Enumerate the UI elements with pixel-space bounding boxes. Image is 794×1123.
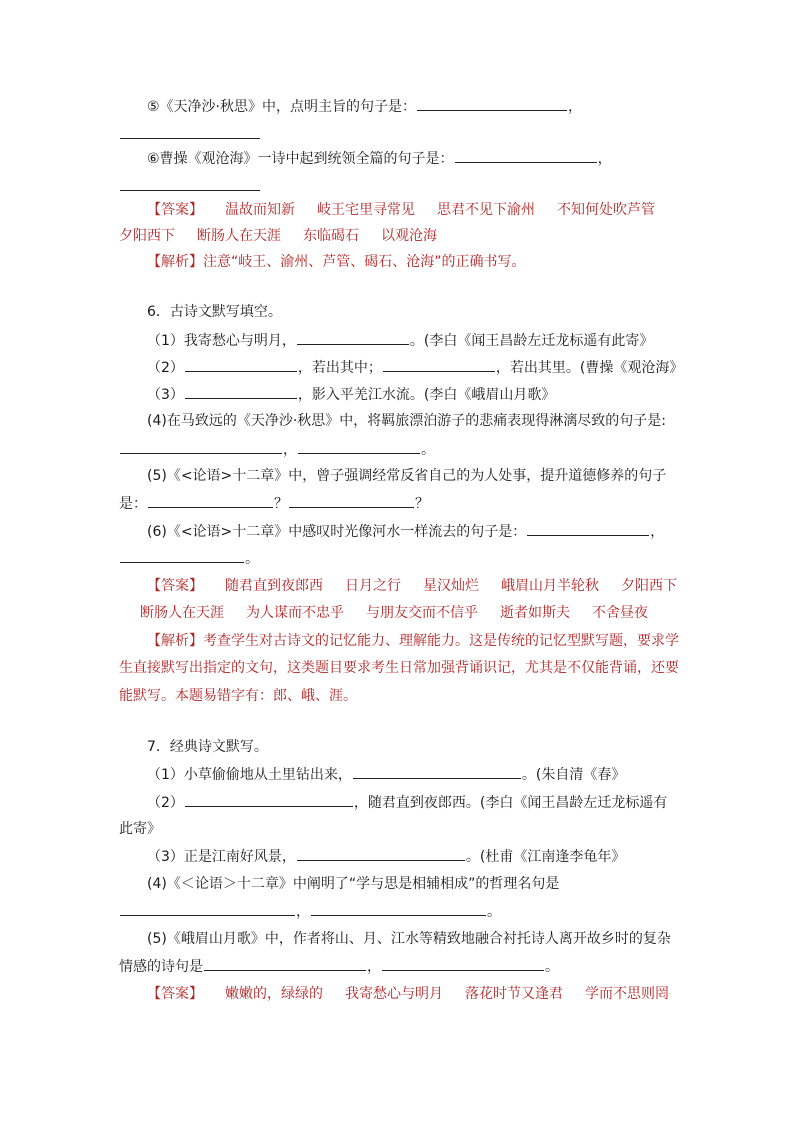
answer-item: 峨眉山月半轮秋 [501, 578, 599, 594]
blank-field[interactable] [120, 176, 260, 191]
analysis-tag: 【解析】 [147, 633, 203, 649]
answer-item: 落花时节又逢君 [465, 986, 563, 1002]
q6-title: 6．古诗文默写填空。 [147, 304, 282, 320]
item-text: 小草偷偷地从土里钻出来， [183, 767, 352, 783]
q7-item4: (4)《＜论语＞十二章》中阐明了“学与思是相辅相成”的哲理名句是 [147, 876, 560, 892]
item-text: 情感的诗句是 [119, 959, 203, 975]
q7-item1 [147, 764, 625, 784]
punct: ， [367, 959, 381, 975]
q6-analysis-line3: 能默写。本题易错字有：郎、峨、涯。 [119, 688, 357, 704]
answer-item: 以观沧海 [381, 228, 437, 244]
q5-answer-line2 [119, 226, 437, 246]
blank-field[interactable] [383, 357, 495, 372]
q7-item2 [147, 792, 667, 812]
q7-answer-line1 [147, 984, 669, 1004]
q5-item5 [147, 96, 582, 116]
item-number: （1） [147, 767, 184, 783]
blank-field[interactable] [382, 956, 544, 971]
punct: ？ [415, 496, 429, 512]
item-number: （2） [147, 360, 184, 376]
q5-item5-line2 [119, 124, 261, 144]
blank-field[interactable] [120, 548, 244, 563]
q7-title: 7．经典诗文默写。 [147, 739, 268, 755]
item-number: （2） [147, 795, 184, 811]
answer-item: 随君直到夜郎西 [225, 578, 323, 594]
answer-item: 为人谋而不忠乎 [246, 605, 344, 621]
blank-field[interactable] [120, 439, 282, 454]
q5-analysis [147, 252, 526, 272]
answer-item: 学而不思则罔 [585, 986, 669, 1002]
answer-item: 夕阳西下 [119, 228, 175, 244]
answer-item: 逝者如斯夫 [500, 605, 570, 621]
q6-item4: (4)在马致远的《天净沙·秋思》中，将羁旅漂泊游子的悲痛表现得淋漓尽致的句子是: [147, 413, 666, 429]
answer-item: 不知何处吹芦管 [557, 202, 655, 218]
q6-answer-line1 [147, 576, 677, 596]
item-source: 。(李白《闻王昌龄左迁龙标遥有此寄》 [409, 333, 654, 349]
item-text: (6)《<论语>十二章》中感叹时光像河水一样流去的句子是： [147, 524, 527, 540]
punct: 。 [245, 551, 259, 567]
blank-field[interactable] [185, 792, 353, 807]
answer-item: 嫩嫩的，绿绿的 [225, 986, 323, 1002]
blank-field[interactable] [311, 901, 486, 916]
analysis-text: 考查学生对古诗文的记忆能力、理解能力。这是传统的记忆型默写题，要求学 [203, 633, 679, 649]
item-source: 。(杜甫《江南逢李龟年》 [465, 849, 626, 865]
answer-item: 不舍昼夜 [592, 605, 648, 621]
blank-field[interactable] [185, 357, 297, 372]
q6-item5: (5)《<论语>十二章》中，曾子强调经常反省自己的为人处事，提升道德修养的句子 [147, 468, 667, 484]
answer-item: 日月之行 [345, 578, 401, 594]
item-text: 我寄愁心与明月， [183, 333, 296, 349]
q5-item5-text: ⑤《天净沙·秋思》中，点明主旨的句子是： [147, 99, 416, 115]
punct: 。 [545, 959, 559, 975]
item-text: 是： [119, 496, 147, 512]
answer-item: 断肠人在天涯 [197, 228, 281, 244]
item-text: 正是江南好风景， [183, 849, 296, 865]
q6-item5-line2 [119, 493, 429, 513]
analysis-text: 注意“岐王、渝州、芦管、碣石、沧海”的正确书写。 [203, 254, 526, 270]
item-source: 。(朱自清《春》 [521, 767, 626, 783]
blank-field[interactable] [120, 901, 295, 916]
q6-item4-line2 [119, 439, 435, 459]
blank-field[interactable] [417, 96, 567, 111]
q7-item5: (5)《峨眉山月歌》中，作者将山、月、江水等精致地融合衬托诗人离开故乡时的复杂 [147, 931, 671, 947]
analysis-tag: 【解析】 [147, 254, 203, 270]
q5-item6 [147, 148, 612, 168]
q7-item5-line2 [119, 956, 559, 976]
blank-field[interactable] [455, 148, 597, 163]
q5-answer-line1 [147, 200, 655, 220]
item-number: （3） [147, 387, 184, 403]
blank-field[interactable] [204, 956, 366, 971]
punct: ， [283, 442, 297, 458]
q7-item4-line2 [119, 901, 501, 921]
answer-item: 岐王宅里寻常见 [317, 202, 415, 218]
answer-item: 星汉灿烂 [423, 578, 479, 594]
punct: ， [650, 524, 665, 540]
q6-item6-line2 [119, 548, 259, 568]
item-text: ，若出其中； [297, 360, 382, 376]
punct: 。 [487, 904, 501, 920]
q7-item3 [147, 846, 625, 866]
q6-item2 [147, 357, 683, 377]
q6-analysis-line1 [147, 631, 679, 651]
answer-tag: 【答案】 [147, 986, 203, 1002]
answer-item: 东临碣石 [303, 228, 359, 244]
answer-item: 夕阳西下 [621, 578, 677, 594]
blank-field[interactable] [120, 124, 260, 139]
blank-field[interactable] [289, 493, 414, 508]
item-source: ，影入平羌江水流。(李白《峨眉山月歌》 [297, 387, 556, 403]
q5-item5-comma: ， [568, 99, 582, 115]
answer-item: 温故而知新 [225, 202, 295, 218]
answer-tag: 【答案】 [147, 578, 203, 594]
blank-field[interactable] [297, 846, 465, 861]
q6-item1 [147, 330, 653, 350]
punct: 。 [421, 442, 435, 458]
answer-tag: 【答案】 [147, 202, 203, 218]
q6-item3 [147, 384, 555, 404]
q5-item6-line2 [119, 176, 261, 196]
q5-item6-text: ⑥曹操《观沧海》一诗中起到统领全篇的句子是： [147, 151, 454, 167]
punct: ？ [274, 496, 288, 512]
answer-item: 我寄愁心与明月 [345, 986, 443, 1002]
blank-field[interactable] [148, 493, 273, 508]
blank-field[interactable] [353, 764, 521, 779]
item-number: （1） [147, 333, 184, 349]
answer-item: 思君不见下渝州 [437, 202, 535, 218]
item-source: ，随君直到夜郎西。(李白《闻王昌龄左迁龙标遥有 [353, 795, 668, 811]
q6-analysis-line2: 生直接默写出指定的文句，这类题目要求考生日常加强背诵识记，尤其是不仅能背诵，还要 [119, 660, 679, 676]
q5-item6-comma: ， [597, 151, 612, 167]
answer-item: 与朋友交而不信乎 [366, 605, 478, 621]
blank-field[interactable] [527, 521, 649, 536]
item-source: ，若出其里。(曹操《观沧海》 [495, 360, 684, 376]
q7-item2-cont: 此寄》 [119, 821, 161, 837]
blank-field[interactable] [297, 330, 409, 345]
blank-field[interactable] [298, 439, 420, 454]
q6-answer-line2 [140, 603, 648, 623]
punct: ， [296, 904, 310, 920]
blank-field[interactable] [185, 384, 297, 399]
item-number: （3） [147, 849, 184, 865]
answer-item: 断肠人在天涯 [140, 605, 224, 621]
q6-item6 [147, 521, 664, 541]
